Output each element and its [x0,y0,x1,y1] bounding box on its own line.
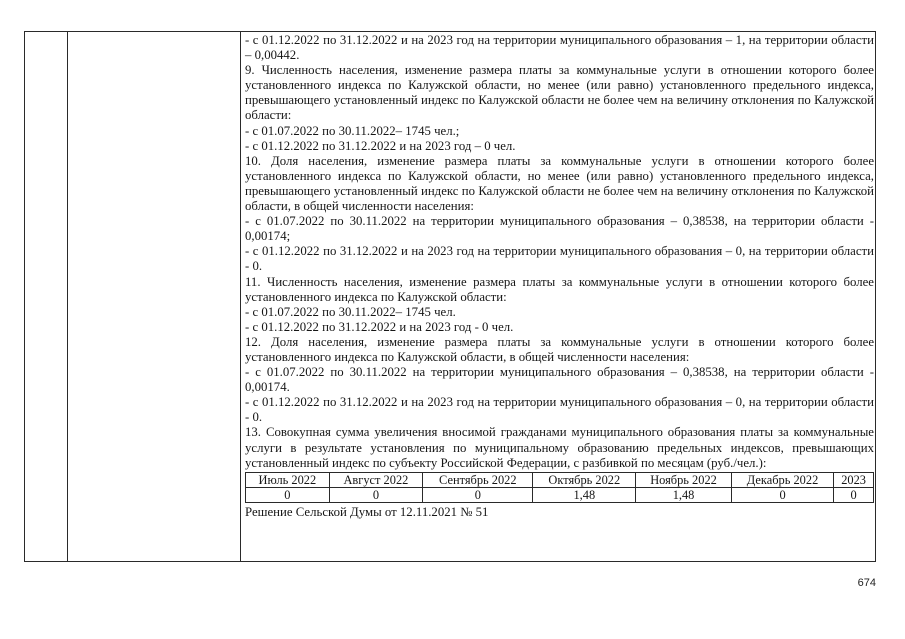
paragraph-10: 12. Доля населения, изменение размера платы за коммунальные услуги в отношении которого более установленного индекса по Калужской области, в общей численности населения: [245,334,874,364]
month-value: 0 [423,487,533,502]
month-value: 0 [246,487,330,502]
paragraph-2: - с 01.07.2022 по 30.11.2022– 1745 чел.; [245,123,460,138]
month-header: Август 2022 [329,472,422,487]
paragraph-0: - с 01.12.2022 по 31.12.2022 и на 2023 год на территории муниципального образования – 1, на территории области – 0,00442. [245,33,874,63]
month-header: Декабрь 2022 [731,472,833,487]
paragraph-3: - с 01.12.2022 по 31.12.2022 и на 2023 год – 0 чел. [245,138,516,153]
column-divider-2 [240,32,241,561]
months-table [245,472,874,503]
month-header: Ноябрь 2022 [636,472,732,487]
month-value: 0 [329,487,422,502]
month-header: Октябрь 2022 [533,472,636,487]
paragraph-7: 11. Численность населения, изменение размера платы за коммунальные услуги в отношении которого более установленного индекса по Калужской области: [245,274,874,304]
months-value-row [246,487,874,502]
document-content [245,33,874,520]
paragraph-4: 10. Доля населения, изменение размера платы за коммунальные услуги в отношении которого более установленного индекса по Калужской области, но менее (или равно) установленного предельного индекса, превышающего установленный индекс по Калужской области не более чем на величину отклонения по Калужской области, в общей численности населения: [245,153,874,214]
paragraph-13: 13. Совокупная сумма увеличения вносимой гражданами муниципального образования платы за коммунальные услуги в результате установления по муниципальному образованию предельных индексов, превышающих установленный индекс по субъекту Российской Федерации, с разбивкой по месяцам (руб./чел.): [245,425,874,470]
document-table-frame [24,31,876,562]
month-value: 1,48 [533,487,636,502]
month-value: 0 [731,487,833,502]
paragraph-12: - с 01.12.2022 по 31.12.2022 и на 2023 год на территории муниципального образования – 0, на территории области - 0. [245,395,874,425]
month-value: 1,48 [636,487,732,502]
decision-reference: Решение Сельской Думы от 12.11.2021 № 51 [245,504,489,519]
month-value: 0 [834,487,874,502]
paragraph-5: - с 01.07.2022 по 30.11.2022 на территории муниципального образования – 0,38538, на территории области - 0,00174; [245,214,874,244]
month-header: Сентябрь 2022 [423,472,533,487]
months-header-row [246,472,874,487]
month-header: 2023 [834,472,874,487]
month-header: Июль 2022 [246,472,330,487]
paragraph-9: - с 01.12.2022 по 31.12.2022 и на 2023 год - 0 чел. [245,319,514,334]
page-number: 674 [857,577,876,589]
column-divider-1 [67,32,68,561]
paragraph-6: - с 01.12.2022 по 31.12.2022 и на 2023 год на территории муниципального образования – 0, на территории области - 0. [245,244,874,274]
paragraph-11: - с 01.07.2022 по 30.11.2022 на территории муниципального образования – 0,38538, на территории области - 0,00174. [245,365,874,395]
paragraph-1: 9. Численность населения, изменение размера платы за коммунальные услуги в отношении которого более установленного индекса по Калужской области, но менее (или равно) установленного предельного индекса, превышающего установленный индекс по Калужской области не более чем на величину отклонения по Калужской области: [245,63,874,123]
paragraph-8: - с 01.07.2022 по 30.11.2022– 1745 чел. [245,304,456,319]
